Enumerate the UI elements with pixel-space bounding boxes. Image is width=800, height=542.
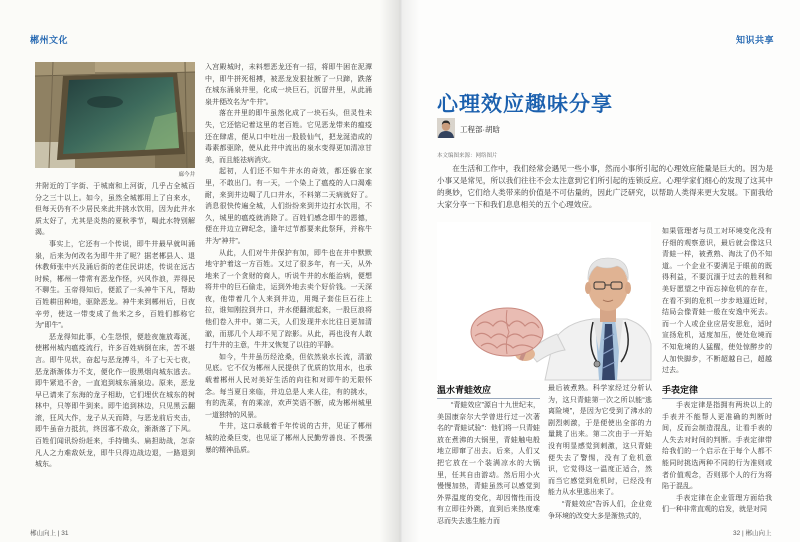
article-paragraph: 牛井，这口承载着千年传说的古井，见证了郴州城的沧桑巨变，也见证了郴州人民勤劳善良、不畏强暴的精神品质。 [205,423,372,454]
article-paragraph: 事实上，它还有一个传说，即牛井最早就叫涌泉，后来为何改名为即牛井了呢？据老郴县人、退休教师张中兴及涌后街的老住民讲述，传说在远古时候，郴州一带常有恶龙作怪，兴风作浪，弄得民不聊生。玉帝得知后，便派了一头神牛下凡，帮助百姓耕田种地，驱除恶龙。神牛来到郴州后，日夜辛劳，使这一带变成了鱼米之乡，百姓们都称它为“即牛”。 [35,240,195,330]
left-page-footer: 郴山向上 | 31 [30,530,69,537]
frog-column-a [437,400,540,525]
article-paragraph: 落在井里的即牛虽然化成了一块石头，但灵性未失，它还惦记着这里的老百姓。它见恶龙带来的瘟疫还在肆虐，便从口中吐出一股股仙气，把龙涎造成的毒素都驱除，使从此井中流出的泉水变得更加清凉甘美，而且能祛病消灾。 [205,110,372,164]
heading-warm-water-frog-effect: 温水青蛙效应 [437,383,540,399]
section-header-chenzhou-culture: 郴州文化 [30,35,69,45]
article-paragraph: 如果管理者与员工对环境变化没有仔细的观察意识，最后就会像这只青蛙一样，被煮熟、淘汰了仍不知道。一个企业不要满足于眼前的既得利益，不要沉湎于过去的胜利和美好愿望之中而忘掉危机的存在，在看不到的危机一步步地逼近时，结局会像青蛙一般在安逸中死去。而一个人或企业应居安思危，适时宣扬危机，适度加压，使处危境而不知危境的人猛醒，使处惊醉步的人加快脚步，不断超越自己，超越过去。 [662,228,772,375]
article-paragraph: 最后被煮熟。科学家经过分析认为，这只青蛙第一次之所以能“逃离险境”，是因为它受到了沸水的剧烈刺激，于是便使出全部的力量跳了出来。第二次由于一开始没有明显感觉到刺激，这只青蛙便失去了警惕，没有了危机意识，它觉得这一温度正适合，然而当它感觉到危机时，已经没有能力从水里逃出来了。 [548,385,652,497]
right-page-footer: 32 | 郴山向上 [733,530,772,537]
frog-column-b [548,383,652,518]
intro-paragraph: 在生活和工作中，我们经常会遇见一些小事，然而小事所引起的心理效应能量是巨大的。因为是小事又是常见，所以我们往往不会太注意到它们所引起的连锁反应。心理学家们细心的发现了这其中的奥妙，它们给人类带来的价值是不可估量的，因此广泛研究，以帮助人类得来更大发展。下面我给大家分享一下和我们息息相关的五个心理效应。 [437,164,773,209]
left-page-column-1 [35,181,195,518]
photo-caption: 廊今井 [178,172,195,178]
article-intro [437,163,773,213]
article-paragraph: 从此，人们对牛井保护有加，即牛也在井中默默地守护着这一方百姓。又过了很多年，有一天，从外地来了一个贪财的商人，听说牛井的水能治病，便想将井中的巨石偷走，运到外地去卖个好价钱。一天深夜，他带着几个人来到井边，用绳子套住巨石往上拉，谁知刚拉到井口，井水便翻滚起来，一股巨浪将他们卷入井中。第二天，人们发现井水比往日更加清澈，而那几个人却不见了踪影。从此，再也没有人敢打牛井的主意，牛井又恢复了以往的平静。 [205,249,372,350]
well-photo [35,62,195,168]
author-avatar [437,118,455,138]
watch-law-column [662,400,772,518]
section-header-knowledge-sharing: 知识共享 [736,35,775,45]
author-name: 工程部·胡晗 [460,125,500,134]
heading-watch-law: 手表定律 [662,383,772,399]
article-paragraph: 恶龙得知此事，心生怨恨，便趁夜施放毒涎，使郴州城内瘟疫流行，许多百姓病倒在床，苦不堪言。即牛见状，奋起与恶龙搏斗，斗了七天七夜，恶龙渐渐体力不支，便化作一股黑烟向城东逃去。即牛紧追不舍，一直追到城东涌泉边。原来，恶龙早已请来了东海的龙子相助，它们埋伏在城东的树林中，只等即牛到来。即牛追到林边，只见黑云翻滚，狂风大作，龙子从天而降，与恶龙前后夹击，即牛虽奋力抵抗，终因寡不敌众，渐渐落了下风。百姓们闻讯纷纷赶来，手持锄头、扁担助战，怎奈凡人之力难敌妖龙，即牛只得边战边退，一路退到城东。 [35,333,195,469]
article-paragraph: 入宫殿城时，未料想恶龙还有一招，将即牛困在泥潭中，即牛拼死相搏，被恶龙发狠扯断了一只蹄，跌落在城东涌泉井里，化成一块巨石，沉留井里，从此涌泉井便改名为“牛井”。 [205,64,372,106]
article-title: 心理效应趣味分享 [437,93,613,116]
article-paragraph: 手表定律是指拥有两块以上的手表并不能帮人更准确的判断时间，反而会制造混乱，让看手表的人失去对时间的判断。手表定律带给我们的一个启示在于每个人都不能同时挑选两种不同的行为准则或者价值观念，否则那个人的行为将陷于混乱。 [662,402,772,491]
article-paragraph: 手表定律在企业管理方面给我们一种非常直观的启发，就是对同 [662,494,772,514]
left-page-column-2 [205,62,372,518]
psychology-illustration [437,222,651,380]
article-paragraph: 井附近的丁字街、于城南和上河街，几乎占全城百分之三十以上。如今，虽然全城都用上了自来水，但每天仍有不少居民来此井挑水饮用，因为此井水质太好了，尤其是炎热的夏秋季节，喝此水特别解渴。 [35,183,195,237]
article-paragraph: 如今，牛井虽历经沧桑，但依然泉水长流，清澈见底。它不仅为郴州人民提供了优质的饮用水，也承载着郴州人民对美好生活的向往和对即牛的无限怀念。每当夏日来临，井边总是人来人往，有的挑水，有的洗菜，有的乘凉，欢声笑语不断，成为郴州城里一道独特的风景。 [205,353,372,419]
article-paragraph: “青蛙效应”源自十九世纪末，美国康奈尔大学曾进行过一次著名的“青蛙试验”：他们将一只青蛙放在煮沸的大锅里，青蛙触电般地立即窜了出去。后来，人们又把它放在一个装满凉水的大锅里，任其自由游动。然后用小火慢慢加热，青蛙虽然可以感觉到外界温度的变化，却因惰性而没有立即往外跳，直到后来热度难忍而失去逃生能力而 [437,402,540,525]
right-column-top [662,226,772,378]
image-source-note: 本文编图来源：网络图片 [437,153,498,159]
article-paragraph: 起初，人们还不知牛井水的奇效，都还躲在家里，不敢出门。有一天，一个染上了瘟疫的人口渴难耐，来到井边喝了几口井水，不料第二天病就好了。消息很快传遍全城，人们纷纷来到井边打水饮用，不久，城里的瘟疫就消除了。百姓们感念即牛的恩德，便在井边立碑纪念，逢年过节都要来此祭拜，并称牛井为“神井”。 [205,168,372,245]
article-paragraph: “青蛙效应”告诉人们，企业竞争环境的改变大多是渐热式的， [548,500,652,520]
